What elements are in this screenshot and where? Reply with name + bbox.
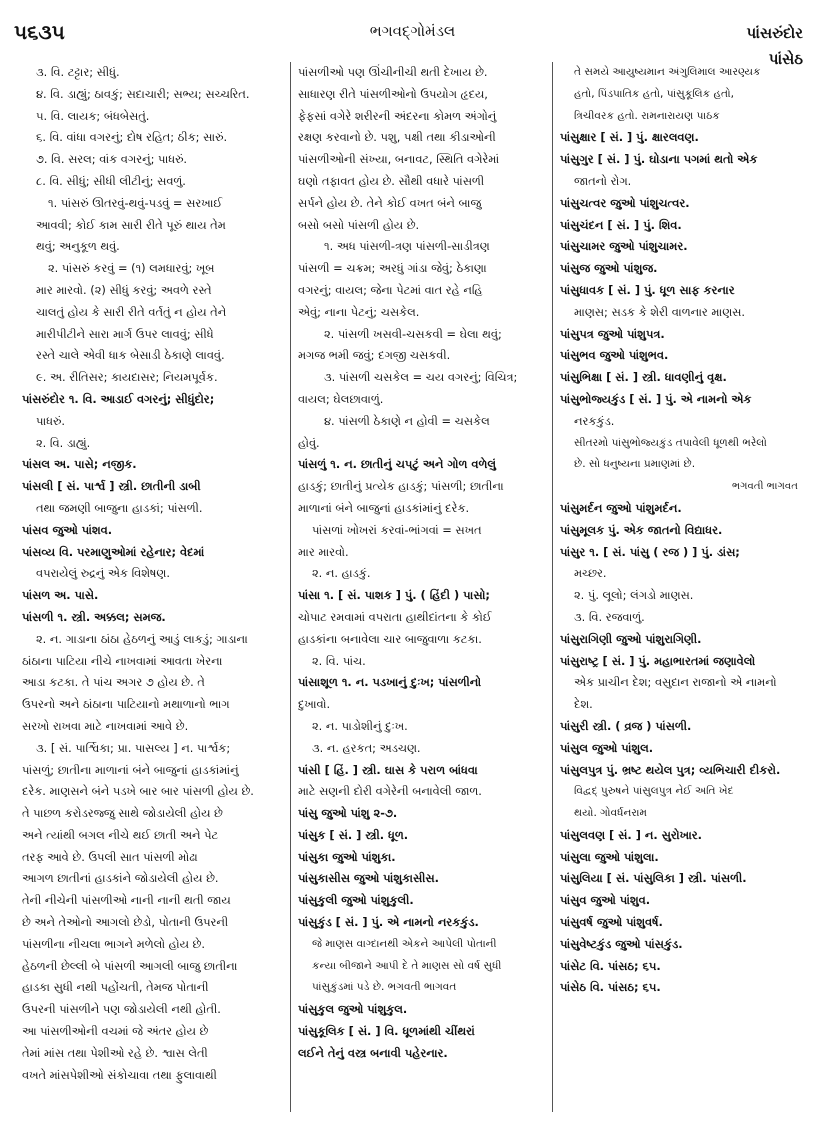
- quotation-line: સીતરમો પાંસુભોજ્યકુંડ તપાવેલી ધૂળથી ભરેલો: [574, 436, 767, 449]
- definition-line: સાધારણ રીતે પાંસળીઓનો ઉપયોગ હૃદય,: [298, 86, 488, 101]
- definition-line: ૨. પું. લૂલો; લંગડો માણસ.: [574, 588, 694, 603]
- definition-line: માર મારવો.: [298, 544, 349, 559]
- definition-line: ૨. ન. પાડોશીનું દુઃખ.: [312, 718, 408, 733]
- definition-line: પાંસળીઓની સંખ્યા, બનાવટ, સ્થિતિ વગેરેમાં: [298, 152, 500, 167]
- entry-headword-line: પાંસુભિક્ષા [ સં. ] સ્ત્રી. ધાવણીનું વૃક્ષ.: [560, 370, 727, 385]
- definition-line: ૨. પાંસળી ખસવી-ચસકવી = ઘેલા થવું;: [324, 326, 502, 341]
- definition-line: દરેક. માણસને બંને પડખે બાર બાર પાંસળી હોય છે.: [22, 784, 254, 799]
- entry-headword-line: પાંસલ અ. પાસે; નજીક.: [22, 457, 137, 472]
- definition-line: મારીપીટીને સારા માર્ગ ઉપર લાવવું; સીધે: [36, 326, 214, 341]
- entry-headword-line: પાંસરુંદોર ૧. વિ. આડાઈ વગરનું; સીધુંદોર;: [22, 391, 215, 406]
- quotation-line: કન્યા બીજાને આપી દે તે માણસ સો વર્ષ સુધી: [312, 959, 502, 972]
- definition-line: ફેફસાં વગેરે શરીરની અંદરના કોમળ અંગોનું: [298, 108, 497, 123]
- column-3: [560, 62, 804, 1120]
- entry-headword-line: પાંસુગુર [ સં. ] પું. ઘોડાના પગમાં થતો એક: [560, 152, 758, 167]
- entry-headword-line: પાંસુર ૧. [ સં. પાંસુ ( રજ ) ] પું. ડાંસ;: [560, 544, 740, 559]
- entry-headword-line: પાંસુલ જુઓ પાંશુલ.: [560, 740, 654, 755]
- definition-line: ઘણો તફાવત હોય છે. સૌથી વધારે પાંસળી: [298, 173, 485, 188]
- guide-word-bottom: પાંસેઠ: [768, 50, 803, 68]
- entry-headword-line: પાંસુચત્વર જુઓ પાંશુચત્વર.: [560, 195, 690, 210]
- quotation-line: વિદ્વદ્ પુરુષને પાંસુલપુત્ર નેઈ અતિ ખેદ: [574, 785, 734, 798]
- definition-line: પાંસળાં ખોખરાં કરવાં-ભાંગવાં = સખત: [312, 522, 482, 537]
- definition-line: વગરનું; વાયલ; જેના પેટમાં વાત રહે નહિ: [298, 282, 483, 297]
- definition-line: ૩. ન. હરકત; અડચણ.: [312, 740, 421, 755]
- definition-line: મચ્છર.: [574, 566, 607, 581]
- entry-headword-line: પાંસુરાગિણી જુઓ પાંશુરાગિણી.: [560, 631, 702, 646]
- definition-line: આડા કટકા. તે પાંચ અગર ૭ હોય છે. તે: [22, 675, 205, 690]
- entry-headword-line: પાંસુરી સ્ત્રી. ( વ્રજ ) પાંસળી.: [560, 718, 692, 733]
- definition-line: ૨. પાંસરું કરવું = (૧) લમધારવું; ખૂબ: [48, 261, 215, 276]
- entry-headword-line: પાંસુવ જુઓ પાંશુવ.: [560, 893, 651, 908]
- definition-line: વપરાયેલું રુદ્રનું એક વિશેષણ.: [36, 566, 170, 581]
- definition-line: ૩. પાંસળી ચસકેલ = ચય વગરનું; વિચિત્ર;: [324, 370, 518, 385]
- entry-headword-line: પાંસવ જુઓ પાંશવ.: [22, 522, 113, 537]
- definition-line: ૩. વિ. રજવાળું.: [574, 609, 645, 624]
- definition-line: લઈને તેનું વસ્ત્ર બનાવી પહેરનાર.: [298, 1045, 448, 1060]
- entry-headword-line: પાંસુરાષ્ટ્ર [ સં. ] પું. મહાભારતમાં જણાવેલો: [560, 653, 756, 668]
- entry-headword-line: પાંસુમર્દન જુઓ પાંશુમર્દન.: [560, 500, 682, 515]
- definition-line: એક પ્રાચીન દેશ; વસુદાન રાજાનો એ નામનો: [574, 675, 777, 690]
- definition-line: ૩. [ સં. પાર્શ્વિકા; પ્રા. પાસલ્ય ] ન. પાર્શ્વક;: [36, 740, 231, 755]
- definition-line: ૨. વિ. ડાહ્યું.: [36, 435, 91, 450]
- entry-headword-line: પાંસુજ જુઓ પાંશુજ.: [560, 261, 658, 276]
- entry-headword-line: પાંસુકુંડ [ સં. ] પું. એ નામનો નરકકુંડ.: [298, 915, 479, 930]
- definition-line: ૫. વિ. લાયક; બંધબેસતું.: [36, 108, 150, 123]
- definition-line: વાયલ; ઘેલછાવાળું.: [298, 391, 384, 406]
- definition-line: ૯. અ. રીતિસર; કાયદાસર; નિયમપૂર્વક.: [36, 370, 218, 385]
- column-2: [298, 62, 548, 1120]
- definition-line: જાતનો રોગ.: [574, 173, 632, 188]
- column-1: [22, 62, 280, 1120]
- definition-line: આવવી; કોઈ કામ સારી રીતે પૂરું થાય તેમ: [36, 217, 226, 232]
- definition-line: તેમાં માંસ તથા પેશીઓ રહે છે. શ્વાસ લેતી: [22, 1045, 208, 1060]
- entry-headword-line: પાંસાશૂળ ૧. ન. પડખાનું દુઃખ; પાંસળીનો: [298, 675, 482, 690]
- quotation-line: ત્રિચીવરક હતો. રામનારાયણ પાઠક: [574, 109, 720, 122]
- definition-line: હાડકું; છાતીનું પ્રત્યેક હાડકું; પાંસળી; છાતીના: [298, 479, 504, 494]
- definition-line: ચોપાટ રમવામાં વપરાતા હાથીદાંતના કે કોઈ: [298, 609, 492, 624]
- definition-line: સરખો રાખવા માટે નાખવામાં આવે છે.: [22, 718, 189, 733]
- definition-line: પાંસળીઓ પણ ઊંચીનીચી થતી દેખાય છે.: [298, 65, 488, 79]
- entry-headword-line: પાંસળું ૧. ન. છાતીનું ચપટું અને ગોળ વળેલું: [298, 457, 496, 472]
- entry-headword-line: પાંસુમૂલક પું. એક જાતનો વિદ્યાધર.: [560, 522, 723, 537]
- definition-line: માટે સણની દોરી વગેરેની બનાવેલી જાળ.: [298, 784, 482, 799]
- definition-line: ૨. ન. હાડકું.: [312, 566, 371, 581]
- definition-line: ૭. વિ. સરલ; વાંક વગરનું; પાધરું.: [36, 152, 188, 167]
- entry-headword-line: પાંસુકાસીસ જુઓ પાંશુકાસીસ.: [298, 871, 439, 886]
- definition-line: ૧. પાંસરું ઊતરવું-થવું-પડવું = સરખાઈ: [48, 195, 223, 210]
- definition-line: તરફ આવે છે. ઉપલી સાત પાંસળી મોઢા: [22, 849, 198, 864]
- definition-line: ૧. અધ પાંસળી-ત્રણ પાંસળી-સાડીત્રણ: [324, 239, 490, 254]
- definition-line: પાંસળીના નીચલા ભાગને મળેલો હોય છે.: [22, 936, 205, 951]
- definition-line: બસો બસો પાંસળી હોય છે.: [298, 217, 420, 232]
- definition-line: છે અને તેઓનો આગલો છેડો, પોતાની ઉપરની: [22, 915, 229, 930]
- definition-line: અને ત્યાંથી બગલ નીચે થઈ છાતી અને પેટ: [22, 827, 219, 842]
- entry-headword-line: પાંસેટ વિ. પાંસઠ; ૬૫.: [560, 958, 661, 973]
- running-title: ભગવદ્ગોમંડલ: [369, 22, 456, 40]
- entry-headword-line: પાંસુલવણ [ સં. ] ન. સુરોખાર.: [560, 827, 702, 842]
- quotation-line: છે. સો ધનુષ્યના પ્રમાણમાં છે.: [574, 458, 696, 471]
- entry-headword-line: પાંસળી ૧. સ્ત્રી. અક્કલ; સમજ.: [22, 609, 166, 624]
- definition-line: હેઠળની છેલ્લી બે પાંસળી આગલી બાજુ છાતીના: [22, 958, 238, 973]
- definition-line: માળાનાં બંને બાજુનાં હાડકાંમાંનું દરેક.: [298, 500, 470, 515]
- entry-headword-line: પાંસુલા જુઓ પાંશુલા.: [560, 849, 659, 864]
- definition-line: ૪. પાંસળી ઠેકાણે ન હોવી = ચસકેલ: [324, 413, 490, 428]
- definition-line: ઉપરની પાંસળીને પણ જોડાયેલી નથી હોતી.: [22, 1002, 221, 1017]
- citation-line: ભગવતી ભાગવત: [731, 481, 798, 493]
- entry-headword-line: પાંસુક [ સં. ] સ્ત્રી. ધૂળ.: [298, 827, 409, 842]
- definition-line: હાડકા સુધી નથી પહોંચતી, તેમજ પોતાની: [22, 980, 209, 995]
- definition-line: માણસ; સડક કે શેરી વાળનાર માણસ.: [574, 304, 745, 319]
- entry-headword-line: પાંસુકા જુઓ પાંશુકા.: [298, 849, 396, 864]
- entry-headword-line: પાંસલી [ સં. પાર્શ્વ ] સ્ત્રી. છાતીની ડાબી: [22, 479, 201, 494]
- definition-line: તેની નીચેની પાંસળીઓ નાની નાની થતી જાય: [22, 893, 231, 908]
- definition-line: તથા જમણી બાજુના હાડકાં; પાંસળી.: [36, 500, 203, 515]
- definition-line: વખતે માંસપેશીઓ સંકોચાવા તથા ફુલાવાથી: [22, 1067, 217, 1082]
- quotation-line: પાંસુકુંડમાં પડે છે. ભગવતી ભાગવત: [312, 981, 457, 994]
- definition-line: રક્ષણ કરવાનો છે. પશુ, પક્ષી તથા કીડાઓની: [298, 130, 496, 145]
- entry-headword-line: પાંસા ૧. [ સં. પાશક ] પું. ( હિંદી ) પાસો;: [298, 588, 490, 603]
- quotation-line: થયો. ગોવર્ધનરામ: [574, 807, 647, 820]
- definition-line: દેશ.: [574, 697, 593, 712]
- definition-line: માર મારવો. (૨) સીધું કરવું; અવળે રસ્તે: [36, 282, 212, 297]
- definition-line: સર્પને હોય છે. તેને કોઈ વખત બંને બાજુ: [298, 195, 482, 210]
- entry-headword-line: પાંસુપત્ર જુઓ પાંશુપત્ર.: [560, 326, 665, 341]
- entry-headword-line: પાંસુચામર જુઓ પાંશુચામર.: [560, 239, 688, 254]
- entry-headword-line: પાંસુચંદન [ સં. ] પું. શિવ.: [560, 217, 682, 232]
- entry-headword-line: પાંસુધાવક [ સં. ] પું. ધૂળ સાફ કરનાર: [560, 282, 735, 297]
- dictionary-columns: [22, 62, 804, 1120]
- entry-headword-line: પાંસુવેષ્ટકુંડ જુઓ પાંસકુંડ.: [560, 936, 683, 951]
- entry-headword-line: પાંસુક્ષાર [ સં. ] પું. ક્ષારલવણ.: [560, 130, 699, 145]
- definition-line: થવું; અનુકૂળ થવું.: [36, 239, 120, 254]
- quotation-line: તે સમયે આયુષ્યમાન અંગુલિમાલ આરણ્યક: [574, 66, 761, 78]
- definition-line: રસ્તે ચાલે એવી ધાક બેસાડી ઠેકાણે લાવવું.: [36, 348, 225, 363]
- entry-headword-line: પાંસુ જુઓ પાંશુ ૨-૭.: [298, 806, 398, 821]
- entry-headword-line: પાંસુભોજ્યકુંડ [ સં. ] પું. એ નામનો એક: [560, 391, 752, 406]
- definition-line: ૨. વિ. પાંચ.: [312, 653, 366, 668]
- entry-headword-line: પાંસુલિયા [ સં. પાંસુલિકા ] સ્ત્રી. પાંસળી.: [560, 871, 747, 886]
- guide-word-top: પાંસરુંદોર: [746, 24, 803, 42]
- entry-headword-line: પાંસુભવ જુઓ પાંશુભવ.: [560, 348, 669, 363]
- definition-line: ૨. ન. ગાડાના ઠાંઠા હેઠળનું આડું લાકડું; ગાડાના: [36, 631, 248, 646]
- entry-headword-line: પાંસેઠ વિ. પાંસઠ; ૬૫.: [560, 980, 661, 995]
- definition-line: હાડકાંના બનાવેલા ચાર બાજુવાળા કટકા.: [298, 631, 482, 646]
- entry-headword-line: પાંસી [ હિં. ] સ્ત્રી. ઘાસ કે પરાળ બાંધવા: [298, 762, 478, 777]
- entry-headword-line: પાંસુકુલ જુઓ પાંશુકુલ.: [298, 1002, 408, 1017]
- definition-line: હોવું.: [298, 435, 320, 450]
- definition-line: ઉપરનો અને ઠાંઠાના પાટિયાનો મથાળાનો ભાગ: [22, 697, 230, 712]
- definition-line: આ પાંસળીઓની વચમાં જે અંતર હોય છે: [22, 1024, 209, 1039]
- entry-headword-line: પાંસુવર્ષ જુઓ પાંશુવર્ષ.: [560, 915, 663, 930]
- page-number: ૫૬૩૫: [14, 20, 65, 44]
- entry-headword-line: પાંસુકૂલિક [ સં. ] વિ. ધૂળમાંથી ચીંથરાં: [298, 1024, 475, 1039]
- definition-line: મગજ ભમી જવું; દગજી ચસકવી.: [298, 348, 451, 363]
- entry-headword-line: પાંસુલપુત્ર પું. ભ્રષ્ટ થયેલ પુત્ર; વ્યભિચારી દીકરો.: [560, 762, 781, 777]
- entry-headword-line: પાંસુકુલી જુઓ પાંશુકુલી.: [298, 893, 414, 908]
- definition-line: નરકકુંડ.: [574, 413, 615, 428]
- definition-line: ચાલતું હોય કે સારી રીતે વર્તતું ન હોય તેને: [36, 304, 227, 319]
- definition-line: ઠાંઠાના પાટિયા નીચે નાખવામાં આવતા ખેરના: [22, 653, 223, 668]
- definition-line: ૪. વિ. ડાહ્યું; ઠાવકું; સદાચારી; સભ્ય; સચ્ચરિત.: [36, 86, 250, 101]
- page-header: [0, 0, 825, 68]
- definition-line: પાંસળી = ચક્રમ; અરધું ગાંડા જેવું; ઠેકાણા: [298, 261, 487, 276]
- quotation-line: જે માણસ વાગ્દાનથી એકને આપેલી પોતાની: [312, 937, 497, 950]
- definition-line: એવું; નાના પેટનું; ચસકેલ.: [298, 304, 420, 319]
- quotation-line: હતો, પિંડપાતિક હતો, પાંસુકૂલિક હતો,: [574, 87, 735, 100]
- definition-line: પાધરું.: [36, 413, 65, 428]
- entry-headword-line: પાંસવ્ય વિ. પરમાણુઓમાં રહેનાર; વેદમાં: [22, 544, 205, 559]
- definition-line: દુખાવો.: [298, 697, 331, 712]
- definition-line: તે પાછળ કરોડરજ્જુ સાથે જોડાયેલી હોય છે: [22, 806, 223, 821]
- definition-line: ૬. વિ. વાંધા વગરનું; દોષ રહિત; ઠીક; સારું.: [36, 130, 228, 145]
- definition-line: ૩. વિ. ટટ્ટાર; સીધું.: [36, 65, 120, 79]
- entry-headword-line: પાંસળ અ. પાસે.: [22, 588, 99, 603]
- definition-line: આગળ છાતીનાં હાડકાંને જોડાયેલી હોય છે.: [22, 871, 219, 886]
- definition-line: ૮. વિ. સીધું; સીધી લીટીનું; સવળું.: [36, 173, 186, 188]
- definition-line: પાંસળું; છાતીના માળાનાં બંને બાજુનાં હાડકાંમાંનું: [22, 762, 239, 777]
